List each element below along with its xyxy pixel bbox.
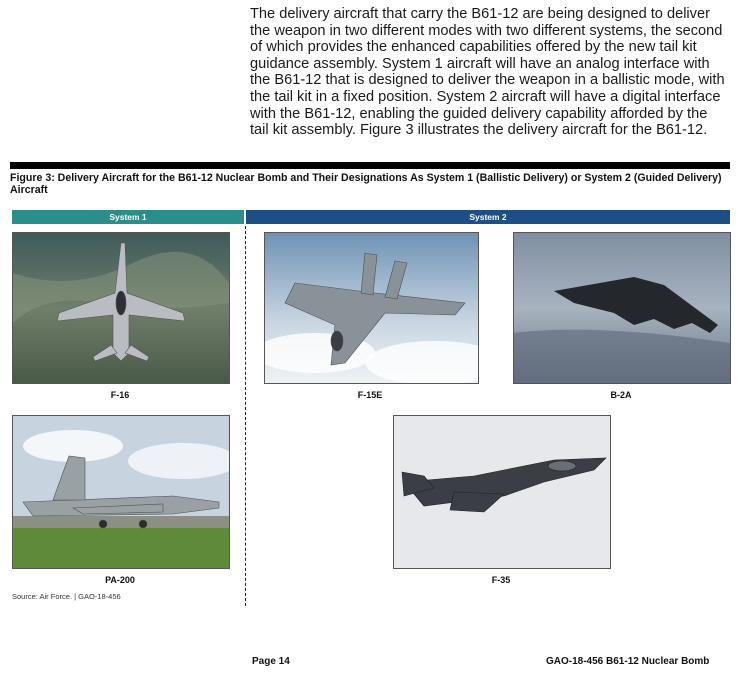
system-2-header: System 2: [246, 210, 730, 224]
figure-title: Figure 3: Delivery Aircraft for the B61-12 Nuclear Bomb and Their Designations As System 1 (Ballistic Delivery) or System 2 (Guided Delivery) Aircraft: [10, 172, 722, 196]
system-1-header: System 1: [12, 210, 244, 224]
f35-photo: [393, 415, 611, 569]
figure-source: Source: Air Force. | GAO-18-456: [12, 592, 121, 601]
f15e-photo: [264, 232, 479, 384]
section-rule: [10, 162, 730, 169]
system-divider: [245, 226, 246, 606]
b2a-caption: B-2A: [610, 390, 632, 400]
f35-caption: F-35: [491, 575, 511, 585]
f16-photo: [12, 232, 230, 384]
f16-caption: F-16: [110, 390, 130, 400]
document-footer: GAO-18-456 B61-12 Nuclear Bomb: [546, 656, 710, 667]
body-paragraph: The delivery aircraft that carry the B61-12 are being designed to deliver the weapon in two different modes with two different systems, the second of which provides the enhanced capabilities offered by the new tail kit guidance assembly. System 1 aircraft will have an analog interface with the B61-12 that is designed to deliver the weapon in a ballistic mode, with the tail kit in a fixed position. System 2 aircraft will have a digital interface with the B61-12, enabling the guided delivery capability afforded by the tail kit assembly. Figure 3 illustrates the delivery aircraft for the B61-12.: [250, 6, 725, 139]
page-number: Page 14: [252, 656, 290, 667]
pa200-caption: PA-200: [105, 575, 135, 585]
pa200-photo: [12, 415, 230, 569]
b2a-photo: [513, 232, 731, 384]
f15e-caption: F-15E: [357, 390, 383, 400]
